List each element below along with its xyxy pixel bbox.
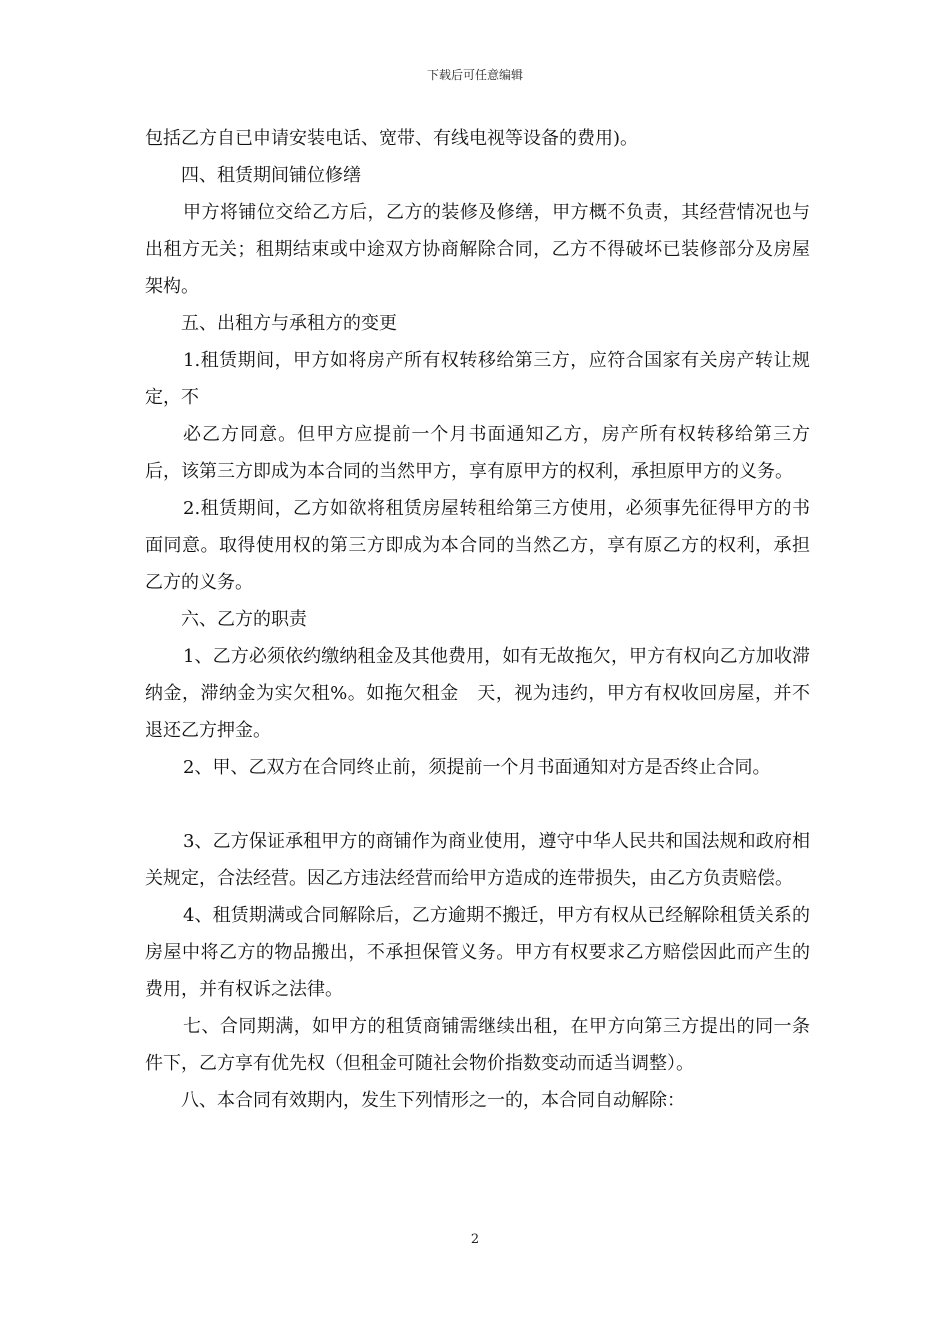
section-heading-party-change: 五、出租方与承租方的变更 [181,313,397,334]
document-body [145,120,810,1119]
paragraph-auto-termination: 八、本合同有效期内，发生下列情形之一的，本合同自动解除： [181,1090,685,1111]
page-number: 2 [470,1232,480,1247]
paragraph-duty-vacate: 4、租赁期满或合同解除后，乙方逾期不搬迁，甲方有权从已经解除租赁关系的房屋中将乙方的物品搬出，不承担保管义务。甲方有权要求乙方赔偿因此而产生的费用，并有权诉之法律。 [145,905,810,1000]
section-heading-tenant-duties: 六、乙方的职责 [181,609,307,630]
paragraph-repairs: 甲方将铺位交给乙方后，乙方的装修及修缮，甲方概不负责，其经营情况也与出租方无关；租期结束或中途双方协商解除合同，乙方不得破坏已装修部分及房屋架构。 [145,202,810,297]
paragraph-transfer-ownership: 1.租赁期间，甲方如将房产所有权转移给第三方，应符合国家有关房产转让规定，不 [145,350,810,408]
paragraph-sublease: 2.租赁期间，乙方如欲将租赁房屋转租给第三方使用，必须事先征得甲方的书面同意。取得使用权的第三方即成为本合同的当然乙方，享有原乙方的权利，承担乙方的义务。 [145,498,810,593]
paragraph-duty-termination-notice: 2、甲、乙双方在合同终止前，须提前一个月书面通知对方是否终止合同。 [183,757,771,778]
section-heading-repairs: 四、租赁期间铺位修缮 [181,165,361,186]
paragraph-fees-continued: 包括乙方自已申请安装电话、宽带、有线电视等设备的费用)。 [145,128,639,149]
paragraph-transfer-notice: 必乙方同意。但甲方应提前一个月书面通知乙方，房产所有权转移给第三方后，该第三方即成为本合同的当然甲方，享有原甲方的权利，承担原甲方的义务。 [145,424,810,482]
paragraph-renewal-priority: 七、合同期满，如甲方的租赁商铺需继续出租，在甲方向第三方提出的同一条件下，乙方享有优先权（但租金可随社会物价指数变动而适当调整）。 [145,1016,810,1074]
paragraph-duty-lawful-use: 3、乙方保证承租甲方的商铺作为商业使用，遵守中华人民共和国法规和政府相关规定，合法经营。因乙方违法经营而给甲方造成的连带损失，由乙方负责赔偿。 [145,831,810,889]
paragraph-duty-rent: 1、乙方必须依约缴纳租金及其他费用，如有无故拖欠，甲方有权向乙方加收滞纳金，滞纳金为实欠租%。如拖欠租金 天，视为违约，甲方有权收回房屋，并不退还乙方押金。 [145,646,810,741]
page-header-note: 下载后可任意编辑 [426,68,523,82]
